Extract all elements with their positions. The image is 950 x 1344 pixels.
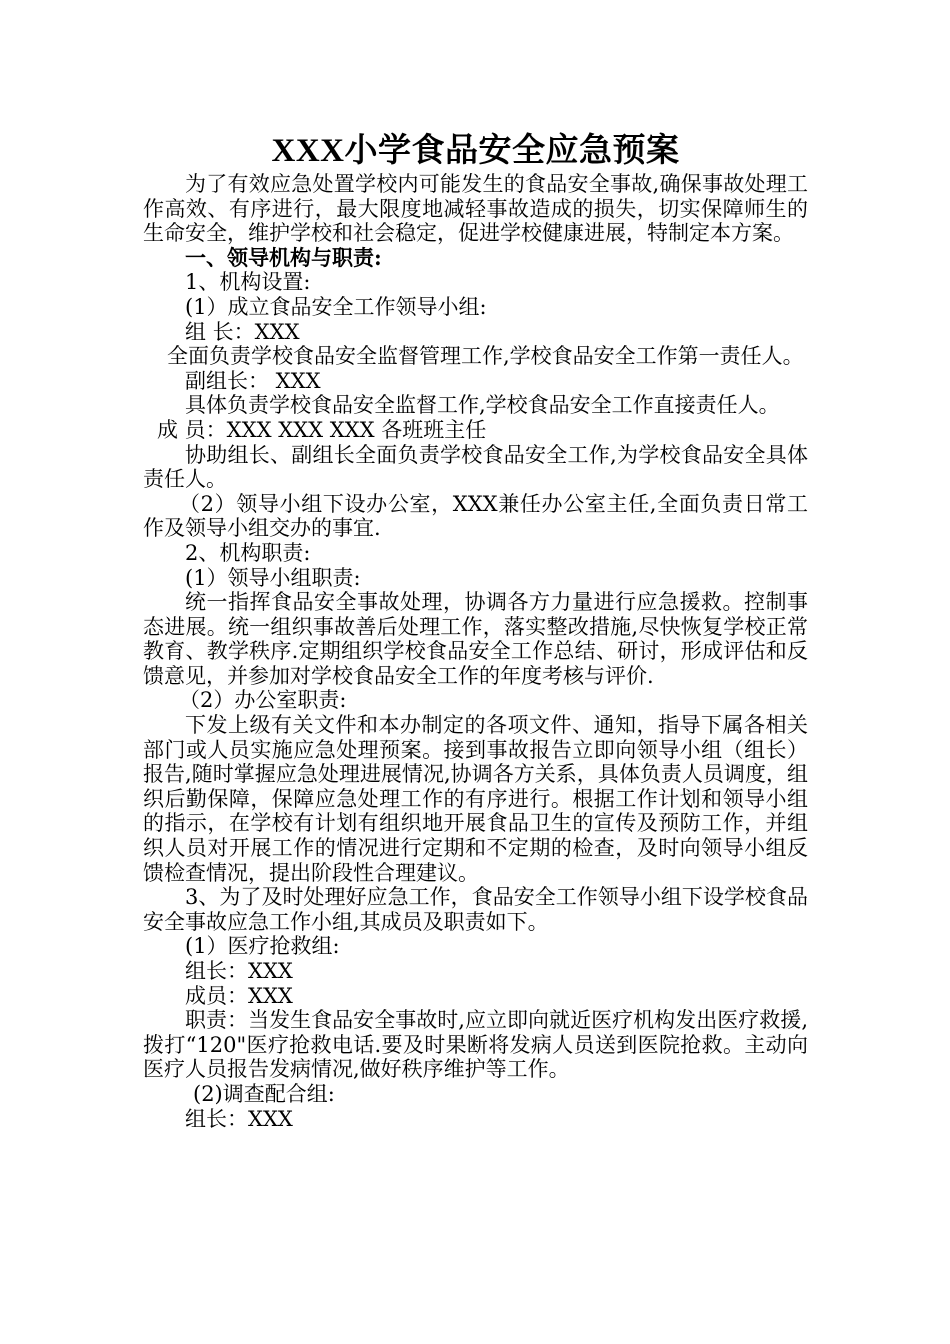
paragraph: 成员：XXX xyxy=(185,983,293,1008)
paragraph: 职责：当发生食品安全事故时,应立即向就近医疗机构发出医疗救援,拨打“120"医疗抢救电话.要及时果断将发病人员送到医院抢救。主动向医疗人员报告发病情况,做好秩序维护等工作。 xyxy=(143,1008,808,1082)
paragraph: 2、机构职责: xyxy=(185,540,311,565)
paragraph: 一、领导机构与职责: xyxy=(185,244,382,270)
paragraph: 1、机构设置: xyxy=(185,270,311,295)
document-title: XXX小学食品安全应急预案 xyxy=(271,133,680,169)
paragraph: 3、为了及时处理好应急工作，食品安全工作领导小组下设学校食品安全事故应急工作小组,其成员及职责如下。 xyxy=(143,885,808,934)
paragraph: (1）领导小组职责: xyxy=(185,565,361,590)
paragraph: 组 长：XXX xyxy=(185,319,300,344)
paragraph: 统一指挥食品安全事故处理，协调各方力量进行应急援救。控制事态进展。统一组织事故善后处理工作，落实整改措施,尽快恢复学校正常教育、教学秩序.定期组织学校食品安全工作总结、研讨，形成评估和反馈意见，并参加对学校食品安全工作的年度考核与评价. xyxy=(143,590,808,688)
paragraph: (2)调查配合组: xyxy=(193,1081,335,1106)
paragraph: 下发上级有关文件和本办制定的各项文件、通知，指导下属各相关部门或人员实施应急处理预案。接到事故报告立即向领导小组（组长）报告,随时掌握应急处理进展情况,协调各方关系，具体负责人员调度，组织后勤保障，保障应急处理工作的有序进行。根据工作计划和领导小组的指示，在学校有计划有组织地开展食品卫生的宣传及预防工作，并组织人员对开展工作的情况进行定期和不定期的检查，及时向领导小组反馈检查情况，提出阶段性合理建议。 xyxy=(143,713,808,885)
paragraph: 副组长： XXX xyxy=(185,368,321,393)
paragraph: (1）医疗抢救组: xyxy=(185,934,340,959)
paragraph: 组长：XXX xyxy=(185,959,293,983)
document-body xyxy=(143,130,808,1131)
paragraph: 成 员：XXX XXX XXX 各班班主任 xyxy=(157,417,487,442)
paragraph-list xyxy=(143,172,808,1131)
paragraph: 全面负责学校食品安全监督管理工作,学校食品安全工作第一责任人。 xyxy=(167,344,804,369)
paragraph: 为了有效应急处置学校内可能发生的食品安全事故,确保事故处理工作高效、有序进行，最大限度地减轻事故造成的损失，切实保障师生的生命安全，维护学校和社会稳定，促进学校健康进展，特制定本方案。 xyxy=(143,172,808,246)
paragraph: 具体负责学校食品安全监督工作,学校食品安全工作直接责任人。 xyxy=(185,393,780,418)
paragraph: 协助组长、副组长全面负责学校食品安全工作,为学校食品安全具体责任人。 xyxy=(143,442,808,492)
paragraph: （2）办公室职责: xyxy=(179,688,347,713)
paragraph: （2）领导小组下设办公室，XXX兼任办公室主任,全面负责日常工作及领导小组交办的事宜. xyxy=(143,491,808,541)
paragraph: 组长：XXX xyxy=(185,1106,293,1131)
paragraph: (1）成立食品安全工作领导小组: xyxy=(185,294,487,319)
